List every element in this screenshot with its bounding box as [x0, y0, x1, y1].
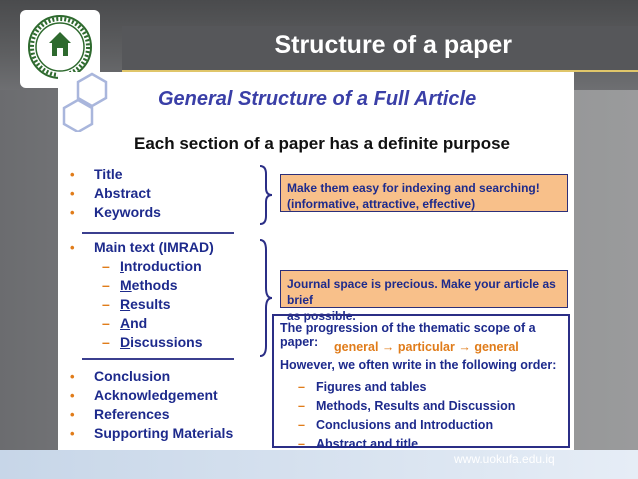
article-structure-card	[58, 72, 574, 450]
slide-title: Structure of a paper	[274, 31, 512, 59]
list-item: • Supporting Materials	[70, 425, 234, 441]
footer-url: www.uokufa.edu.iq	[454, 452, 555, 466]
order-item: – Abstract and title	[298, 437, 419, 451]
brace-icon	[256, 164, 276, 226]
brevity-note-box	[280, 270, 568, 323]
imrad-item: – Results	[102, 296, 171, 312]
imrad-list	[102, 257, 203, 352]
list-item: • Keywords	[70, 204, 161, 220]
order-item: – Methods, Results and Discussion	[298, 399, 516, 413]
divider	[82, 358, 234, 360]
indexing-note-box	[280, 174, 568, 212]
note-line: Journal space is precious. Make your article as brief	[287, 277, 556, 307]
list-item: • Conclusion	[70, 368, 171, 384]
list-item: • Main text (IMRAD)	[70, 239, 214, 255]
order-item: – Conclusions and Introduction	[298, 418, 494, 432]
back-matter-list	[70, 367, 234, 443]
list-item: • Acknowledgement	[70, 387, 218, 403]
order-intro-line: However, we often write in the following order:	[280, 358, 557, 372]
imrad-item: – Methods	[102, 277, 178, 293]
front-matter-list	[70, 165, 161, 222]
imrad-item: – Discussions	[102, 334, 203, 350]
divider	[82, 232, 234, 234]
writing-order-box	[272, 314, 570, 451]
note-line: Make them easy for indexing and searching!	[287, 181, 540, 195]
list-item: • Title	[70, 166, 123, 182]
list-item: • References	[70, 406, 170, 422]
note-line: (informative, attractive, effective)	[287, 197, 476, 211]
list-item: • Abstract	[70, 185, 151, 201]
hexagon-decoration-icon	[62, 72, 122, 132]
main-text-list	[70, 238, 214, 257]
progression-line: The progression of the thematic scope of a paper:	[280, 321, 536, 349]
note-line: as possible.	[287, 309, 356, 323]
card-subtitle: Each section of a paper has a definite purpose	[134, 134, 510, 153]
card-title: General Structure of a Full Article	[158, 88, 477, 110]
imrad-item: – And	[102, 315, 148, 331]
order-item: – Figures and tables	[298, 380, 427, 394]
progression-flow: general → particular → general	[334, 340, 519, 354]
university-seal-logo	[27, 14, 93, 80]
writing-order-list	[298, 378, 516, 454]
imrad-item: – Introduction	[102, 258, 202, 274]
